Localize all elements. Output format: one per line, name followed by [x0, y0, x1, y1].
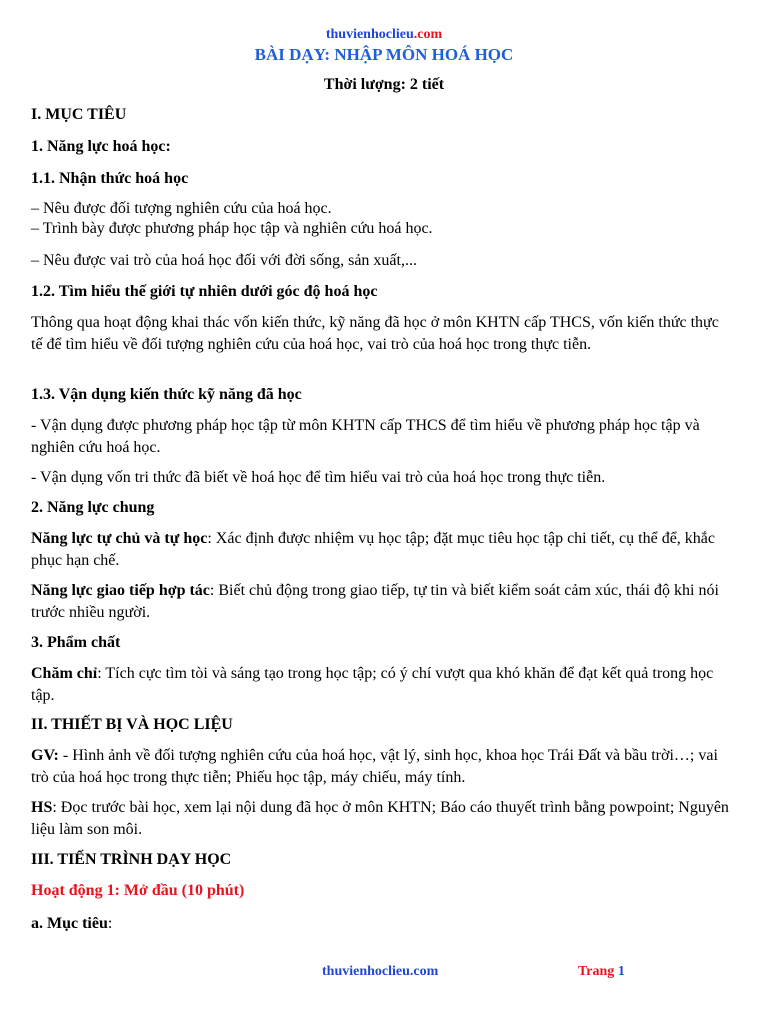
footer-page-number: [578, 964, 625, 980]
subheading-pham-chat: 3. Phẩm chất: [31, 634, 121, 651]
footer-site-link[interactable]: thuvienhoclieu.com: [322, 964, 439, 979]
paragraph-tim-hieu: Thông qua hoạt động khai thác vốn kiến thức, kỹ năng đã học ở môn KHTN cấp THCS, vốn kiến thức thực tế để tìm hiểu về đối tượng nghiên cứu của hoá học, vai trò của hoá học trong thực tiễn.: [31, 314, 719, 353]
paragraph-hs: [31, 797, 731, 841]
header-site-name: thuvienhoclieu: [325, 27, 414, 42]
lesson-duration: Thời lượng: 2 tiết: [323, 76, 445, 93]
paragraph-van-dung-1: - Vận dụng được phương pháp học tập từ môn KHTN cấp THCS để tìm hiểu về phương pháp học tập và nghiên cứu hoá học.: [31, 417, 700, 456]
paragraph-giao-tiep: [31, 580, 731, 624]
label-hs: HS: [31, 799, 53, 816]
section1-heading: I. MỤC TIÊU: [31, 106, 127, 123]
paragraph-gv: [31, 745, 731, 789]
text-hs: : Đọc trước bài học, xem lại nội dung đã học ở môn KHTN; Báo cáo thuyết trình bằng powpoint; Nguyên liệu làm son môi.: [31, 799, 729, 838]
subheading-nang-luc-hoa-hoc: 1. Năng lực hoá học:: [31, 138, 171, 155]
footer-page-label: Trang: [578, 964, 615, 979]
paragraph-van-dung-2: - Vận dụng vốn tri thức đã biết về hoá học để tìm hiểu vai trò của hoá học trong thực tiễn.: [31, 469, 606, 486]
subheading-nang-luc-chung: 2. Năng lực chung: [31, 499, 155, 516]
subheading-tim-hieu: 1.2. Tìm hiểu thế giới tự nhiên dưới góc độ hoá học: [31, 283, 378, 300]
subheading-nhan-thuc: 1.1. Nhận thức hoá học: [31, 170, 189, 187]
section3-heading: III. TIẾN TRÌNH DẠY HỌC: [31, 851, 232, 868]
label-muc-tieu: a. Mục tiêu: [31, 915, 108, 932]
activity-1-heading: Hoạt động 1: Mở đầu (10 phút): [31, 882, 245, 899]
header-site-domain: .com: [413, 27, 443, 42]
bullet-item: – Trình bày được phương pháp học tập và nghiên cứu hoá học.: [31, 220, 433, 237]
label-tu-chu: Năng lực tự chủ và tự học: [31, 530, 208, 547]
text-cham-chi: : Tích cực tìm tòi và sáng tạo trong học tập; có ý chí vượt qua khó khăn để đạt kết quả trong học tập.: [31, 665, 714, 704]
paragraph-cham-chi: [31, 663, 731, 707]
label-gv: GV:: [31, 747, 59, 764]
section2-heading: II. THIẾT BỊ VÀ HỌC LIỆU: [31, 716, 233, 733]
label-cham-chi: Chăm chỉ: [31, 665, 98, 682]
label-giao-tiep: Năng lực giao tiếp hợp tác: [31, 582, 210, 599]
bullet-item: – Nêu được vai trò của hoá học đối với đời sống, sản xuất,...: [31, 252, 417, 269]
text-gv: - Hình ảnh về đối tượng nghiên cứu của hoá học, vật lý, sinh học, khoa học Trái Đất và bầu trời…; vai trò của hoá học trong thực tiễn; Phiếu học tập, máy chiếu, máy tính.: [31, 747, 718, 786]
muc-tieu-line: [31, 915, 730, 933]
paragraph-tu-chu: [31, 528, 731, 572]
subheading-van-dung: 1.3. Vận dụng kiến thức kỹ năng đã học: [31, 386, 302, 403]
header-site-link[interactable]: [0, 27, 768, 43]
footer-page-value: 1: [617, 964, 625, 979]
text-tu-chu: : Xác định được nhiệm vụ học tập; đặt mục tiêu học tập chi tiết, cụ thể để, khắc phục hạn chế.: [31, 530, 715, 569]
muc-tieu-colon: :: [107, 915, 113, 932]
text-giao-tiep: : Biết chủ động trong giao tiếp, tự tin và biết kiểm soát cảm xúc, thái độ khi nói trước nhiều người.: [31, 582, 719, 621]
lesson-title: BÀI DẠY: NHẬP MÔN HOÁ HỌC: [254, 45, 514, 64]
bullet-item: – Nêu được đối tượng nghiên cứu của hoá học.: [31, 200, 332, 217]
